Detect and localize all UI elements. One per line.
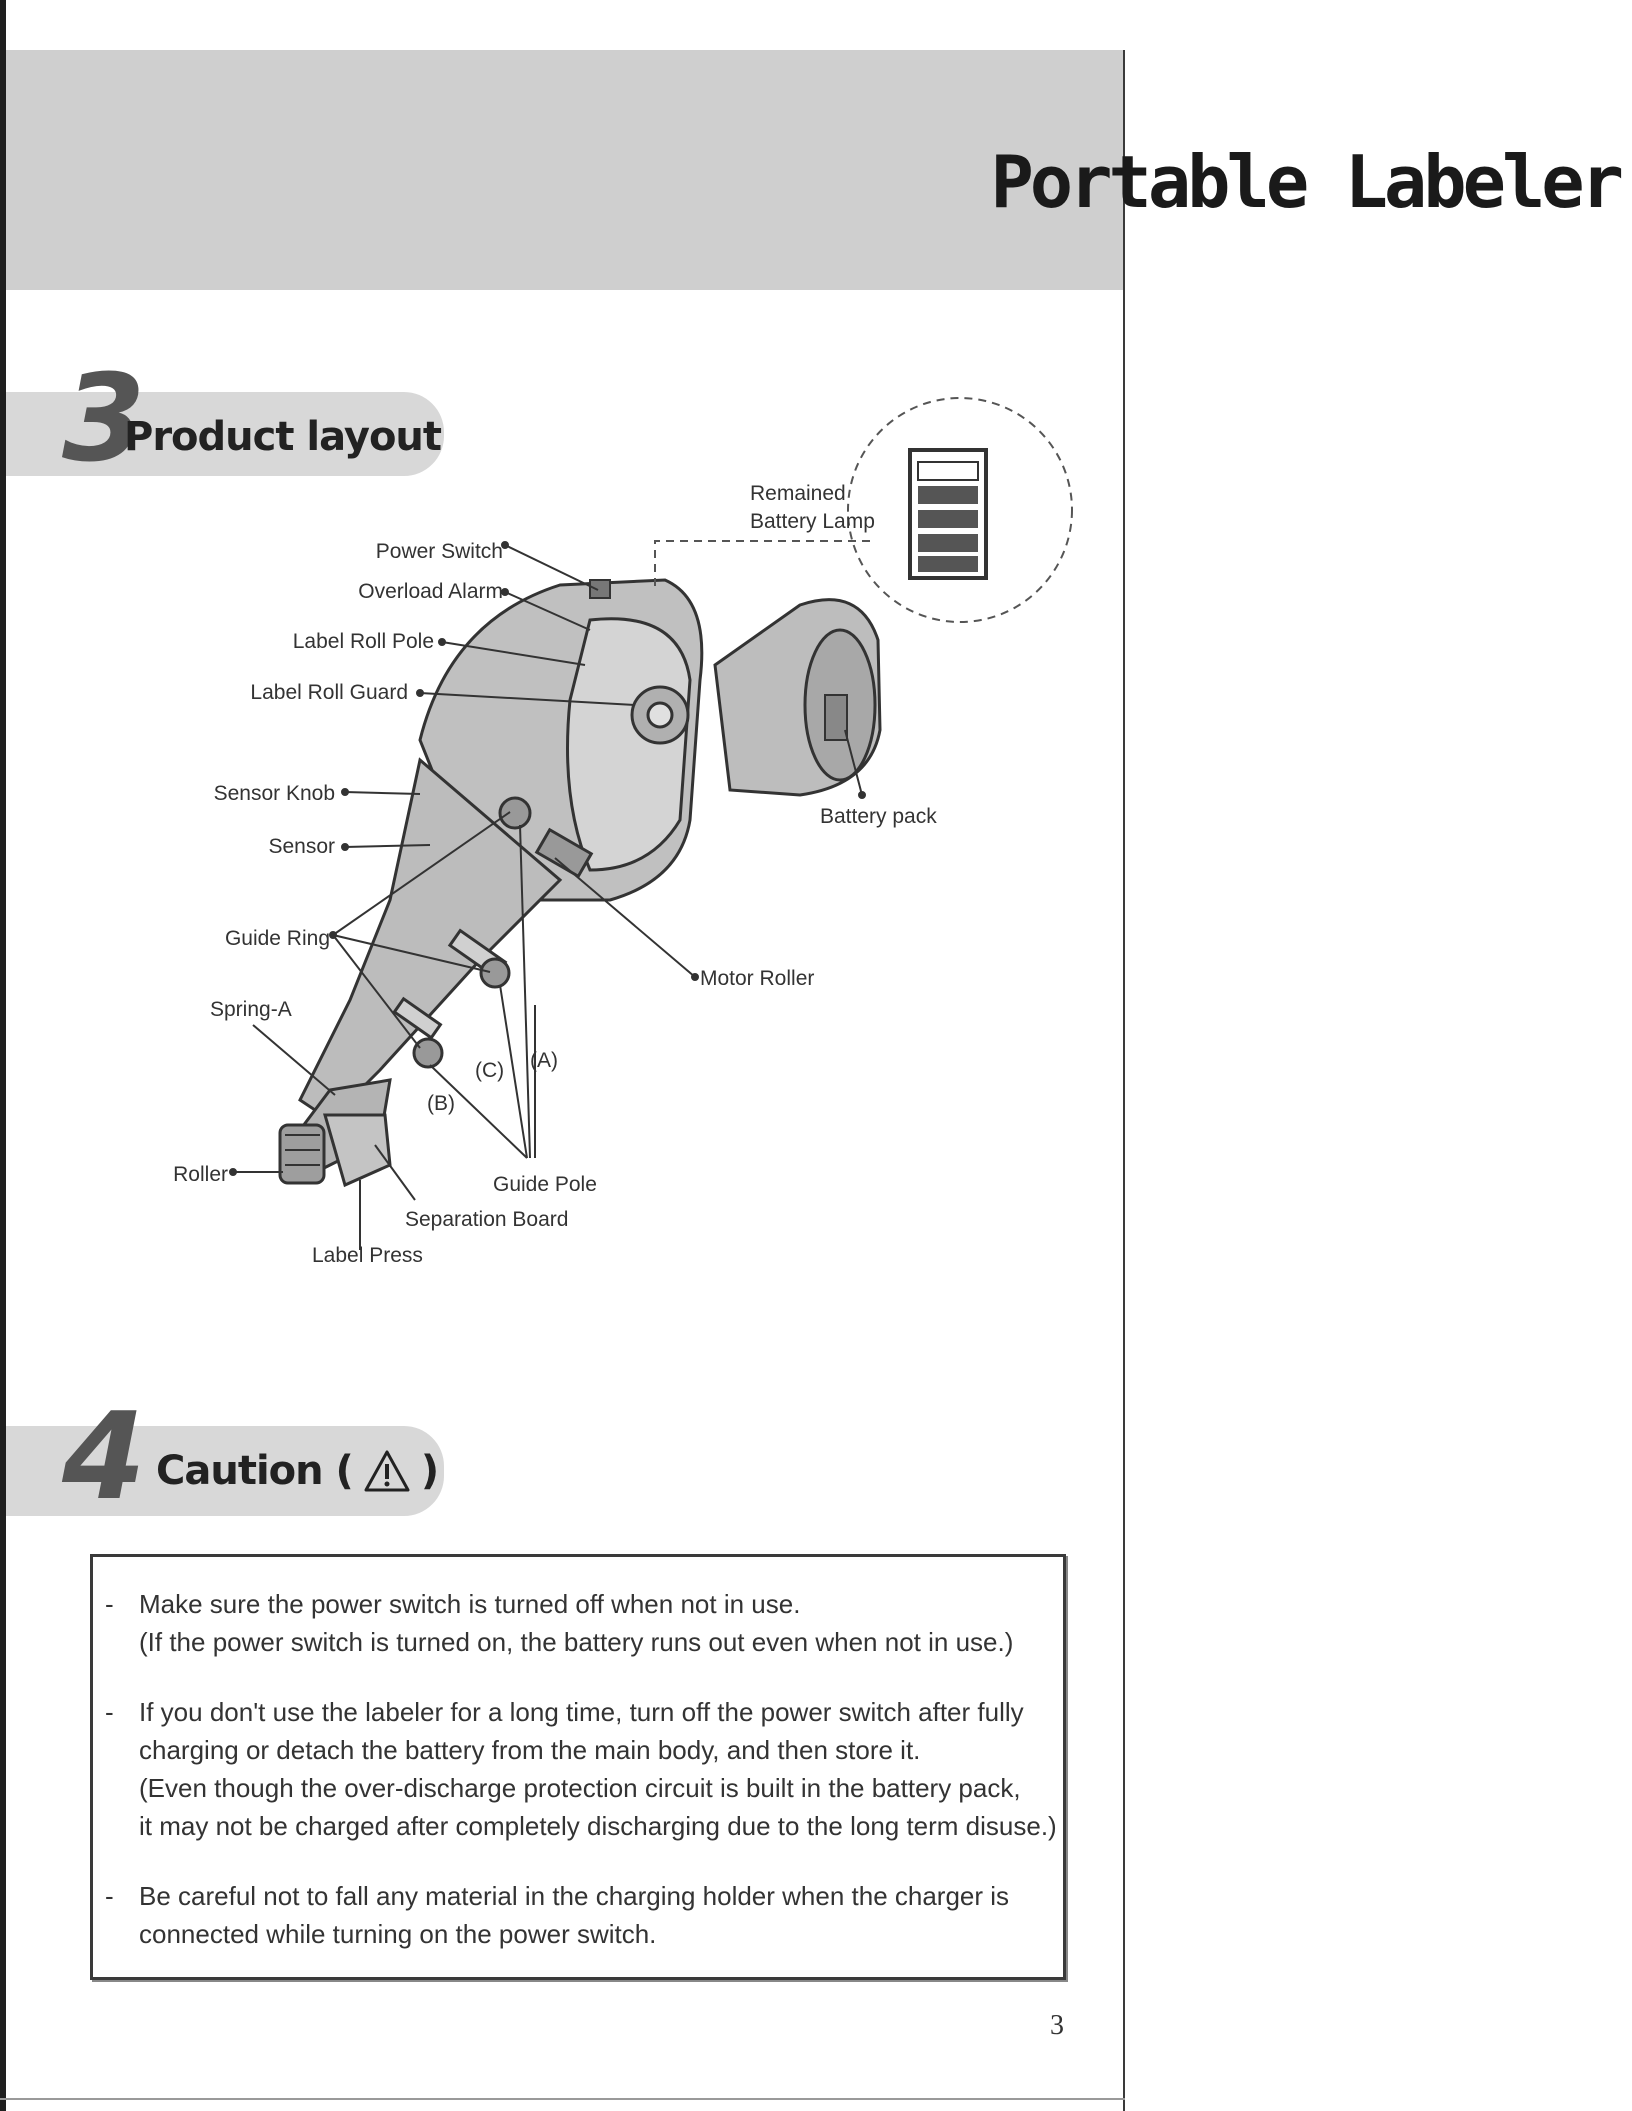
caution-dash: -	[105, 1697, 114, 1727]
callout-remained-lamp-line1: Remained	[750, 482, 846, 505]
callout-motor-roller: Motor Roller	[700, 967, 815, 990]
callout-label-roll-pole: Label Roll Pole	[292, 630, 434, 653]
callout-guide-pole: Guide Pole	[493, 1173, 597, 1196]
section-4-title-prefix: Caution (	[156, 1448, 353, 1494]
warning-icon	[363, 1449, 411, 1493]
product-layout-diagram	[0, 380, 1125, 1280]
section-3-number: 3	[62, 350, 146, 489]
section-3-title: Product layout	[124, 414, 442, 460]
section-4-number: 4	[62, 1388, 146, 1527]
caution-line: (If the power switch is turned on, the battery runs out even when not in use.)	[139, 1627, 1014, 1657]
callout-pole-c: (C)	[475, 1059, 505, 1082]
callout-guide-ring: Guide Ring	[224, 927, 330, 950]
battery-vent	[825, 695, 847, 740]
callout-spring-a: Spring-A	[210, 998, 292, 1021]
callout-sensor-knob: Sensor Knob	[213, 782, 335, 805]
callout-power-switch: Power Switch	[375, 540, 503, 563]
caution-line: (Even though the over-discharge protection circuit is built in the battery pack,	[139, 1773, 1021, 1803]
caution-item	[105, 1877, 1051, 1953]
caution-dash: -	[105, 1881, 114, 1911]
section-4-title	[156, 1448, 438, 1494]
callout-roller: Roller	[173, 1163, 228, 1186]
callout-label-press: Label Press	[312, 1244, 423, 1267]
caution-line: If you don't use the labeler for a long time, turn off the power switch after fully	[139, 1697, 1024, 1727]
caution-box	[90, 1554, 1066, 1980]
caution-dash: -	[105, 1589, 114, 1619]
callout-battery-pack: Battery pack	[820, 805, 937, 828]
page-title: Portable Labeler	[990, 140, 1620, 224]
section-4-title-suffix: )	[420, 1448, 439, 1494]
callout-pole-b: (B)	[427, 1092, 455, 1115]
caution-item	[105, 1693, 1057, 1845]
caution-line: Be careful not to fall any material in the charging holder when the charger is	[139, 1881, 1010, 1911]
power-switch-shape	[590, 580, 610, 598]
callout-pole-a: (A)	[530, 1049, 558, 1072]
callout-label-roll-guard: Label Roll Guard	[250, 681, 408, 704]
caution-line: charging or detach the battery from the main body, and then store it.	[139, 1735, 921, 1765]
caution-item	[105, 1585, 1051, 1661]
page-number: 3	[1050, 2010, 1064, 2041]
bottom-edge-rule	[0, 2098, 1125, 2100]
callout-separation-board: Separation Board	[405, 1208, 569, 1231]
callout-overload-alarm: Overload Alarm	[358, 580, 503, 603]
labeler-illustration	[280, 580, 880, 1185]
caution-line: connected while turning on the power switch.	[139, 1919, 657, 1949]
roller-shape	[280, 1125, 324, 1183]
caution-line: Make sure the power switch is turned off when not in use.	[139, 1589, 801, 1619]
caution-line: it may not be charged after completely discharging due to the long term disuse.)	[139, 1811, 1057, 1841]
header-band	[6, 50, 1123, 290]
callout-sensor: Sensor	[268, 835, 335, 858]
callout-remained-lamp-line2: Battery Lamp	[750, 510, 875, 533]
